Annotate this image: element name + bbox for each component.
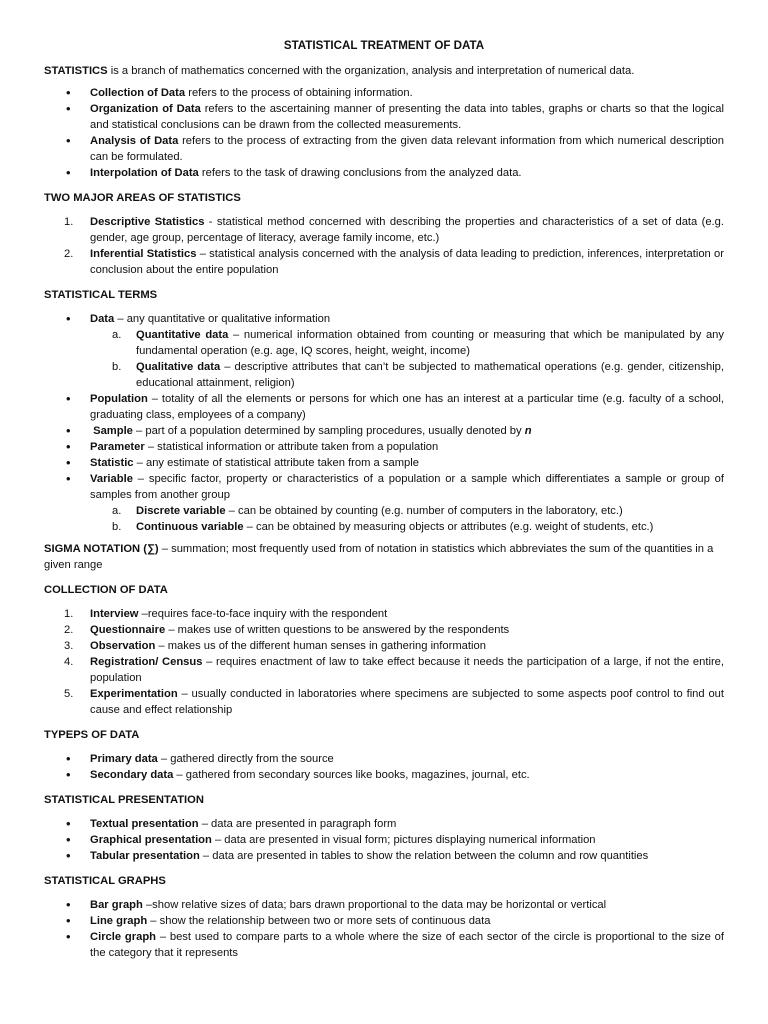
definition-text: – data are presented in tables to show the relation between the column and row quantities [199, 850, 649, 862]
term: Experimentation [90, 688, 178, 700]
bullet-icon: • [66, 311, 71, 326]
definition-text: refers to the ascertaining manner of presenting the data into tables, graphs or charts so that the logical and statistical conclusions can be drawn from the collected measurements. [90, 103, 724, 131]
bullet-icon: • [66, 101, 71, 116]
term: Population [90, 393, 148, 405]
term: Inferential Statistics [90, 248, 197, 260]
list-letter: b. [112, 521, 122, 533]
definitions-list [44, 85, 724, 181]
definition-text: refers to the process of obtaining information. [185, 87, 413, 99]
term: Descriptive Statistics [90, 216, 205, 228]
section-heading-types: TYPEPS OF DATA [44, 729, 140, 741]
definition-text: is a branch of mathematics concerned with the organization, analysis and interpretation of numerical data. [107, 65, 635, 77]
section-heading-presentation: STATISTICAL PRESENTATION [44, 794, 204, 806]
term: Primary data [90, 753, 158, 765]
areas-list [44, 214, 724, 278]
definition-text: – data are presented in visual form; pictures displaying numerical information [211, 834, 596, 846]
bullet-icon: • [66, 133, 71, 148]
definition-text: – can be obtained by measuring objects or attributes (e.g. weight of students, etc.) [243, 521, 654, 533]
types-list [44, 751, 724, 783]
sub-list-item [44, 327, 724, 359]
term: Questionnaire [90, 624, 166, 636]
term: Bar graph [90, 899, 143, 911]
list-item [44, 391, 724, 423]
term: Textual presentation [90, 818, 199, 830]
list-number: 1. [64, 216, 74, 228]
definition-text: – numerical information obtained from counting or measuring that which be manipulated by any fundamental operation (e.g. age, IQ scores, height, weight, income) [136, 329, 724, 357]
term: SIGMA NOTATION (∑) [44, 543, 159, 555]
list-item [44, 471, 724, 503]
bullet-icon: • [66, 391, 71, 406]
term: Collection of Data [90, 87, 186, 99]
sub-list-item [44, 359, 724, 391]
definition-text: – statistical information or attribute taken from a population [144, 441, 439, 453]
bullet-icon: • [66, 832, 71, 847]
bullet-icon: • [66, 816, 71, 831]
bullet-icon: • [66, 767, 71, 782]
graphs-list [44, 897, 724, 961]
list-item [44, 686, 724, 718]
bullet-icon: • [66, 165, 71, 180]
bullet-icon: • [66, 455, 71, 470]
list-item [44, 423, 724, 439]
presentation-list [44, 816, 724, 864]
list-number: 2. [64, 248, 74, 260]
section-heading-terms: STATISTICAL TERMS [44, 289, 158, 301]
term: Interpolation of Data [90, 167, 199, 179]
list-item [44, 606, 724, 622]
section-heading-graphs: STATISTICAL GRAPHS [44, 875, 166, 887]
term: STATISTICS [44, 65, 108, 77]
list-item [44, 455, 724, 471]
bullet-icon: • [66, 848, 71, 863]
definition-text: –requires face-to-face inquiry with the respondent [138, 608, 388, 620]
list-item [44, 832, 724, 848]
bullet-icon: • [66, 471, 71, 486]
list-item [44, 101, 724, 133]
term: Sample [93, 425, 133, 437]
list-number: 2. [64, 624, 74, 636]
term: Graphical presentation [90, 834, 212, 846]
list-item [44, 214, 724, 246]
document-title: STATISTICAL TREATMENT OF DATA [283, 39, 485, 52]
statistics-definition [44, 63, 724, 79]
term: Variable [90, 473, 133, 485]
list-number: 3. [64, 640, 74, 652]
list-item [44, 751, 724, 767]
definition-text: – makes use of written questions to be answered by the respondents [165, 624, 510, 636]
list-item [44, 85, 724, 101]
definition-text: - statistical method concerned with describing the properties and characteristics of a set of data (e.g. gender, age group, percentage of literacy, average family income, etc.) [90, 216, 724, 244]
definition-text: – data are presented in paragraph form [198, 818, 397, 830]
definition-text: –show relative sizes of data; bars drawn proportional to the data may be horizontal or vertical [142, 899, 607, 911]
list-item [44, 654, 724, 686]
definition-text: – best used to compare parts to a whole where the size of each sector of the circle is proportional to the size of the category that it represents [90, 931, 725, 959]
list-item [44, 848, 724, 864]
bullet-icon: • [66, 897, 71, 912]
definition-text: – statistical analysis concerned with the analysis of data leading to prediction, inferences, interpretation or conclusion about the entire population [90, 248, 724, 276]
bullet-icon: • [66, 913, 71, 928]
list-item [44, 133, 724, 165]
term: Observation [90, 640, 156, 652]
list-letter: a. [112, 329, 122, 341]
term: Interview [90, 608, 139, 620]
list-item [44, 897, 724, 913]
definition-text: – usually conducted in laboratories where specimens are subjected to some aspects poof control to find out cause and effect relationship [90, 688, 724, 716]
list-item [44, 439, 724, 455]
list-letter: b. [112, 361, 122, 373]
term: Statistic [90, 457, 134, 469]
sub-list-item [44, 503, 724, 519]
definition-text: – any estimate of statistical attribute taken from a sample [133, 457, 419, 469]
sigma-notation-definition [44, 541, 724, 573]
term: Analysis of Data [90, 135, 179, 147]
term: Discrete variable [136, 505, 226, 517]
term: Organization of Data [90, 103, 201, 115]
list-item [44, 816, 724, 832]
term: Registration/ Census [90, 656, 203, 668]
term: Quantitative data [136, 329, 229, 341]
term: Secondary data [90, 769, 174, 781]
bullet-icon: • [66, 423, 71, 438]
definition-text: – part of a population determined by sampling procedures, usually denoted by [132, 425, 525, 437]
term: Parameter [90, 441, 145, 453]
term: Circle graph [90, 931, 156, 943]
terms-list [44, 311, 724, 535]
definition-text: – any quantitative or qualitative information [114, 313, 331, 325]
definition-text: – descriptive attributes that can’t be subjected to mathematical operations (e.g. gender, citizenship, educational attainment, religion) [136, 361, 725, 389]
term: Continuous variable [136, 521, 244, 533]
list-item [44, 165, 724, 181]
list-number: 4. [64, 656, 74, 668]
bullet-icon: • [66, 751, 71, 766]
definition-text: – can be obtained by counting (e.g. number of computers in the laboratory, etc.) [225, 505, 623, 517]
collection-list [44, 606, 724, 718]
definition-text: – gathered directly from the source [157, 753, 334, 765]
definition-text: – specific factor, property or characteristics of a population or a sample which differentiates a sample or group of samples from another group [90, 473, 724, 501]
list-item [44, 929, 724, 961]
definition-text: – show the relationship between two or more sets of continuous data [147, 915, 491, 927]
list-letter: a. [112, 505, 122, 517]
list-item [44, 246, 724, 278]
section-heading-collection: COLLECTION OF DATA [44, 584, 168, 596]
symbol-n: n [524, 425, 532, 437]
section-heading-areas: TWO MAJOR AREAS OF STATISTICS [44, 192, 241, 204]
list-item [44, 638, 724, 654]
term: Data [90, 313, 115, 325]
list-number: 1. [64, 608, 74, 620]
list-item [44, 622, 724, 638]
definition-text: – totality of all the elements or persons for which one has an interest at a particular time (e.g. faculty of a school, graduating class, employees of a company) [90, 393, 724, 421]
bullet-icon: • [66, 929, 71, 944]
bullet-icon: • [66, 439, 71, 454]
list-item [44, 767, 724, 783]
definition-text: refers to the process of extracting from the given data relevant information from which numerical description can be formulated. [90, 135, 724, 163]
definition-text: – requires enactment of law to take effect because it needs the participation of a large, if not the entire, population [90, 656, 725, 684]
bullet-icon: • [66, 85, 71, 100]
list-number: 5. [64, 688, 74, 700]
term: Qualitative data [136, 361, 221, 373]
list-item [44, 311, 724, 327]
definition-text: – gathered from secondary sources like books, magazines, journal, etc. [173, 769, 530, 781]
term: Tabular presentation [90, 850, 200, 862]
definition-text: – makes us of the different human senses in gathering information [155, 640, 486, 652]
sub-list-item [44, 519, 724, 535]
definition-text: refers to the task of drawing conclusions from the analyzed data. [198, 167, 522, 179]
definition-text: – summation; most frequently used from of notation in statistics which abbreviates the sum of the quantities in a given range [44, 543, 714, 571]
list-item [44, 913, 724, 929]
term: Line graph [90, 915, 148, 927]
